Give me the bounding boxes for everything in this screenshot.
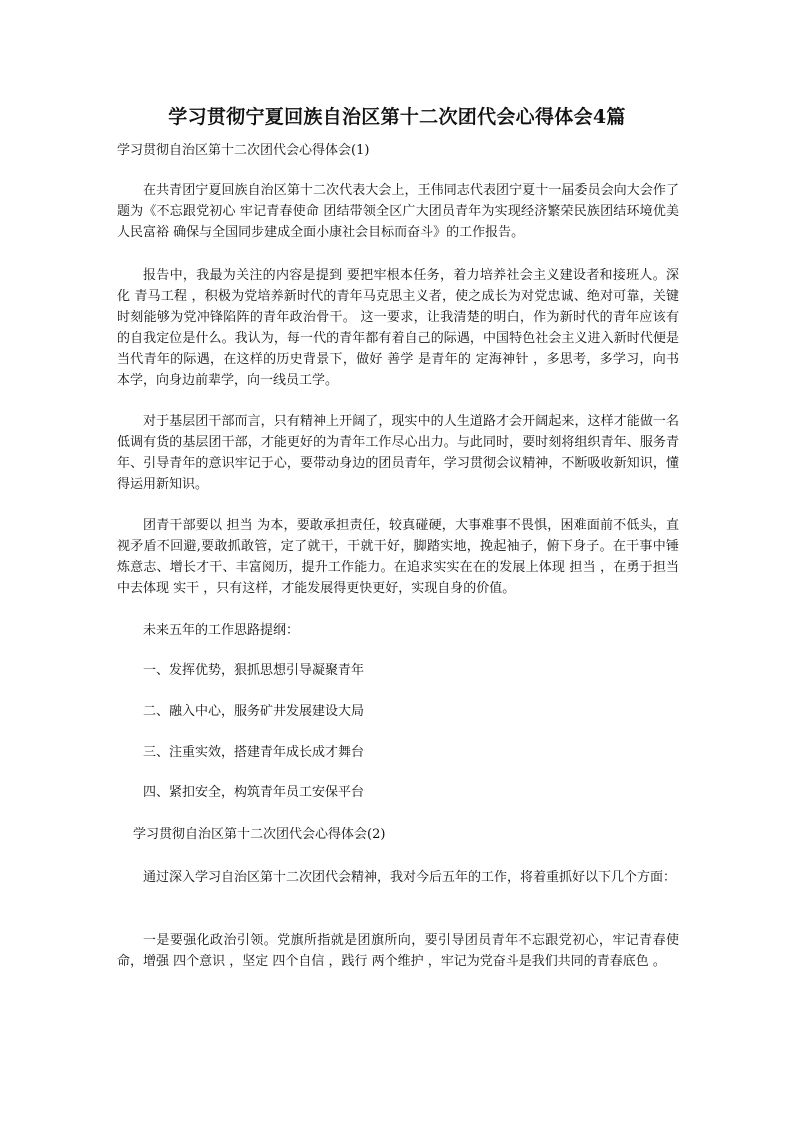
section-1-heading: 学习贯彻自治区第十二次团代会心得体会(1) xyxy=(117,143,370,158)
list-item: 四、紧扣安全，构筑青年员工安保平台 xyxy=(143,785,365,800)
paragraph-3: 对于基层团干部而言，只有精神上开阔了，现实中的人生道路才会开阔起来，这样才能做一名低调有货的基层团干部，才能更好的为青年工作尽心出力。与此同时，要时刻将组织青年、服务青年、引导青年的意识牢记于心，要带动身边的团员青年，学习贯彻会议精神，不断吸收新知识，懂得运用新知识。 xyxy=(117,414,679,492)
list-item: 三、注重实效，搭建青年成长成才舞台 xyxy=(143,745,365,760)
paragraph-6: 通过深入学习自治区第十二次团代会精神，我对今后五年的工作，将着重抓好以下几个方面： xyxy=(143,870,677,885)
paragraph-2: 报告中，我最为关注的内容是提到 要把牢根本任务，着力培养社会主义建设者和接班人。深化 青马工程 ，积极为党培养新时代的青年马克思主义者，使之成长为对党忠诚、绝对可靠，关键时刻能够为党冲锋陷阵的青年政治骨干。 这一要求，让我清楚的明白，作为新时代的青年应该有的自我定位是什么。我认为，每一代的青年都有着自己的际遇，中国特色社会主义进入新时代便是当代青年的际遇，在这样的历史背景下，做好 善学 是青年的 定海神针 ，多思考，多学习，向书本学，向身边前辈学，向一线员工学。 xyxy=(117,268,679,388)
paragraph-7: 一是要强化政治引领。党旗所指就是团旗所向，要引导团员青年不忘跟党初心，牢记青春使命，增强 四个意识 ，坚定 四个自信 ，践行 两个维护 ，牢记为党奋斗是我们共同的青春底色 。 xyxy=(117,933,679,969)
list-item: 一、发挥优势，狠抓思想引导凝聚青年 xyxy=(143,663,365,678)
paragraph-1: 在共青团宁夏回族自治区第十二次代表大会上，王伟同志代表团宁夏十一届委员会向大会作了题为《不忘跟党初心 牢记青春使命 团结带领全区广大团员青年为实现经济繁荣民族团结环境优美人民富裕 确保与全国同步建成全面小康社会目标而奋斗》的工作报告。 xyxy=(117,183,679,240)
section-2-heading: 学习贯彻自治区第十二次团代会心得体会(2) xyxy=(133,827,386,842)
paragraph-5: 未来五年的工作思路提纲： xyxy=(143,623,300,638)
paragraph-4: 团青干部要以 担当 为本，要敢承担责任，较真碰硬，大事难事不畏惧，困难面前不低头，直视矛盾不回避,要敢抓敢管，定了就干，干就干好，脚踏实地，挽起袖子，俯下身子。在干事中锤炼意志、增长才干、丰富阅历，提升工作能力。在追求实实在在的发展上体现 担当 ，在勇于担当中去体现 实干 ，只有这样，才能发展得更快更好，实现自身的价值。 xyxy=(117,518,679,596)
list-item: 二、融入中心，服务矿井发展建设大局 xyxy=(143,704,365,719)
document-title: 学习贯彻宁夏回族自治区第十二次团代会心得体会4篇 xyxy=(168,106,626,128)
